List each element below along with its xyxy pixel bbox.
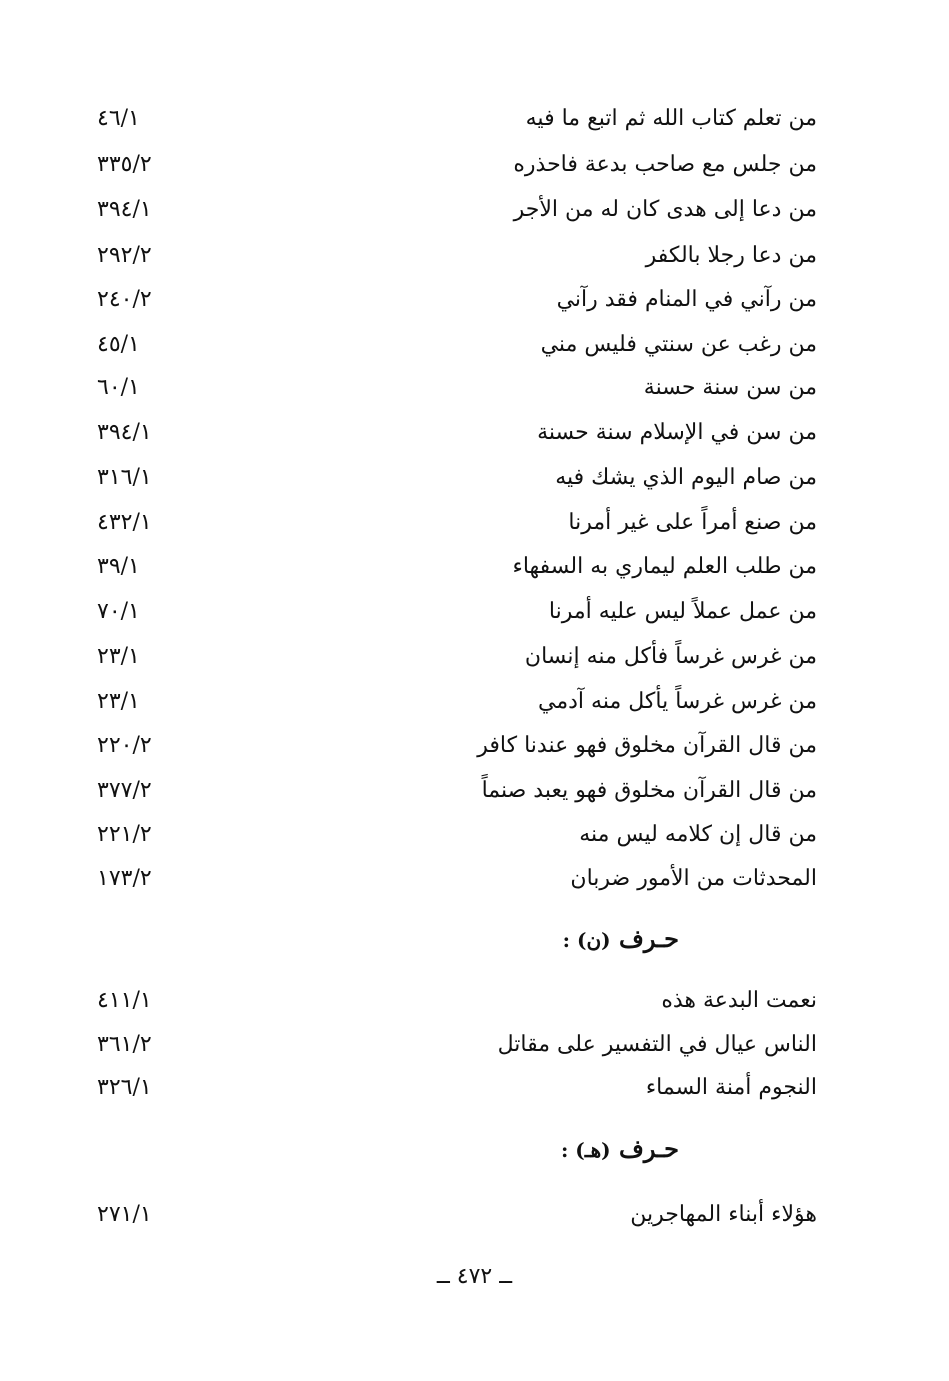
entry-reference: ١٧٣/٢ [97,865,152,891]
index-entry [97,980,817,1020]
entry-reference: ٢٣/١ [97,643,140,669]
section-heading-nun [563,924,679,953]
entry-text: الناس عيال في التفسير على مقاتل [497,1031,817,1057]
heading-letter: (ن) : [562,928,611,952]
entry-text: من غرس غرساً يأكل منه آدمي [538,688,817,714]
index-entry [97,457,817,497]
index-entry [97,324,817,364]
entry-text: المحدثات من الأمور ضربان [570,865,817,891]
entry-reference: ٣٩٤/١ [97,196,152,222]
entry-reference: ٧٠/١ [97,598,140,624]
entry-reference: ٤٥/١ [97,331,140,357]
entry-text: من عمل عملاً ليس عليه أمرنا [548,598,817,624]
entry-text: النجوم أمنة السماء [645,1074,817,1100]
entry-text: هؤلاء أبناء المهاجرين [630,1201,817,1227]
index-entry [97,235,817,275]
index-entry [97,681,817,721]
entry-text: من دعا إلى هدى كان له من الأجر [513,196,817,222]
entry-reference: ٢٢١/٢ [97,821,152,847]
heading-word: حـرف [619,924,679,953]
entry-reference: ٢٤٠/٢ [97,286,152,312]
index-entry [97,1194,817,1234]
entry-reference: ٣٢٦/١ [97,1074,152,1100]
entry-reference: ٢٩٢/٢ [97,242,152,268]
index-entry [97,189,817,229]
entry-reference: ٢٧١/١ [97,1201,152,1227]
entry-text: من قال القرآن مخلوق فهو يعبد صنماً [481,777,817,803]
entry-text: من صام اليوم الذي يشك فيه [555,464,817,490]
entry-text: من صنع أمراً على غير أمرنا [568,509,817,535]
entry-text: نعمت البدعة هذه [661,987,817,1013]
entry-reference: ٣٩٤/١ [97,419,152,445]
index-entry [97,412,817,452]
entry-text: من غرس غرساً فأكل منه إنسان [524,643,817,669]
entry-text: من سن في الإسلام سنة حسنة [537,419,817,445]
heading-word: حـرف [619,1134,679,1163]
index-entry [97,725,817,765]
entry-text: من تعلم كتاب الله ثم اتبع ما فيه [525,105,817,131]
entry-text: من دعا رجلا بالكفر [645,242,817,268]
entry-text: من قال القرآن مخلوق فهو عندنا كافر [477,732,817,758]
heading-letter: (هـ) : [560,1138,611,1162]
entry-reference: ٦٠/١ [97,374,140,400]
index-entry [97,367,817,407]
entry-text: من رآني في المنام فقد رآني [556,286,817,312]
index-entry [97,770,817,810]
index-entry [97,814,817,854]
entry-reference: ٣١٦/١ [97,464,152,490]
index-entry [97,98,817,138]
entry-reference: ٣٧٧/٢ [97,777,152,803]
index-entry [97,858,817,898]
entry-text: من رغب عن سنتي فليس مني [540,331,817,357]
section-heading-ha [561,1134,679,1163]
entry-reference: ٣٩/١ [97,553,140,579]
index-entry [97,1024,817,1064]
index-entry [97,144,817,184]
entry-reference: ٤٦/١ [97,105,140,131]
entry-text: من قال إن كلامه ليس منه [579,821,817,847]
index-entry [97,502,817,542]
index-entry [97,591,817,631]
entry-reference: ٤٣٢/١ [97,509,152,535]
entry-text: من جلس مع صاحب بدعة فاحذره [513,151,817,177]
entry-text: من سن سنة حسنة [643,374,817,400]
entry-reference: ٢٣/١ [97,688,140,714]
index-entry [97,1067,817,1107]
entry-reference: ٣٦١/٢ [97,1031,152,1057]
entry-reference: ٢٢٠/٢ [97,732,152,758]
entry-reference: ٣٣٥/٢ [97,151,152,177]
entry-text: من طلب العلم ليماري به السفهاء [512,553,817,579]
page-number: ــ ٤٧٢ ــ [436,1264,513,1289]
entry-reference: ٤١١/١ [97,987,152,1013]
index-entry [97,279,817,319]
index-entry [97,546,817,586]
index-entry [97,636,817,676]
